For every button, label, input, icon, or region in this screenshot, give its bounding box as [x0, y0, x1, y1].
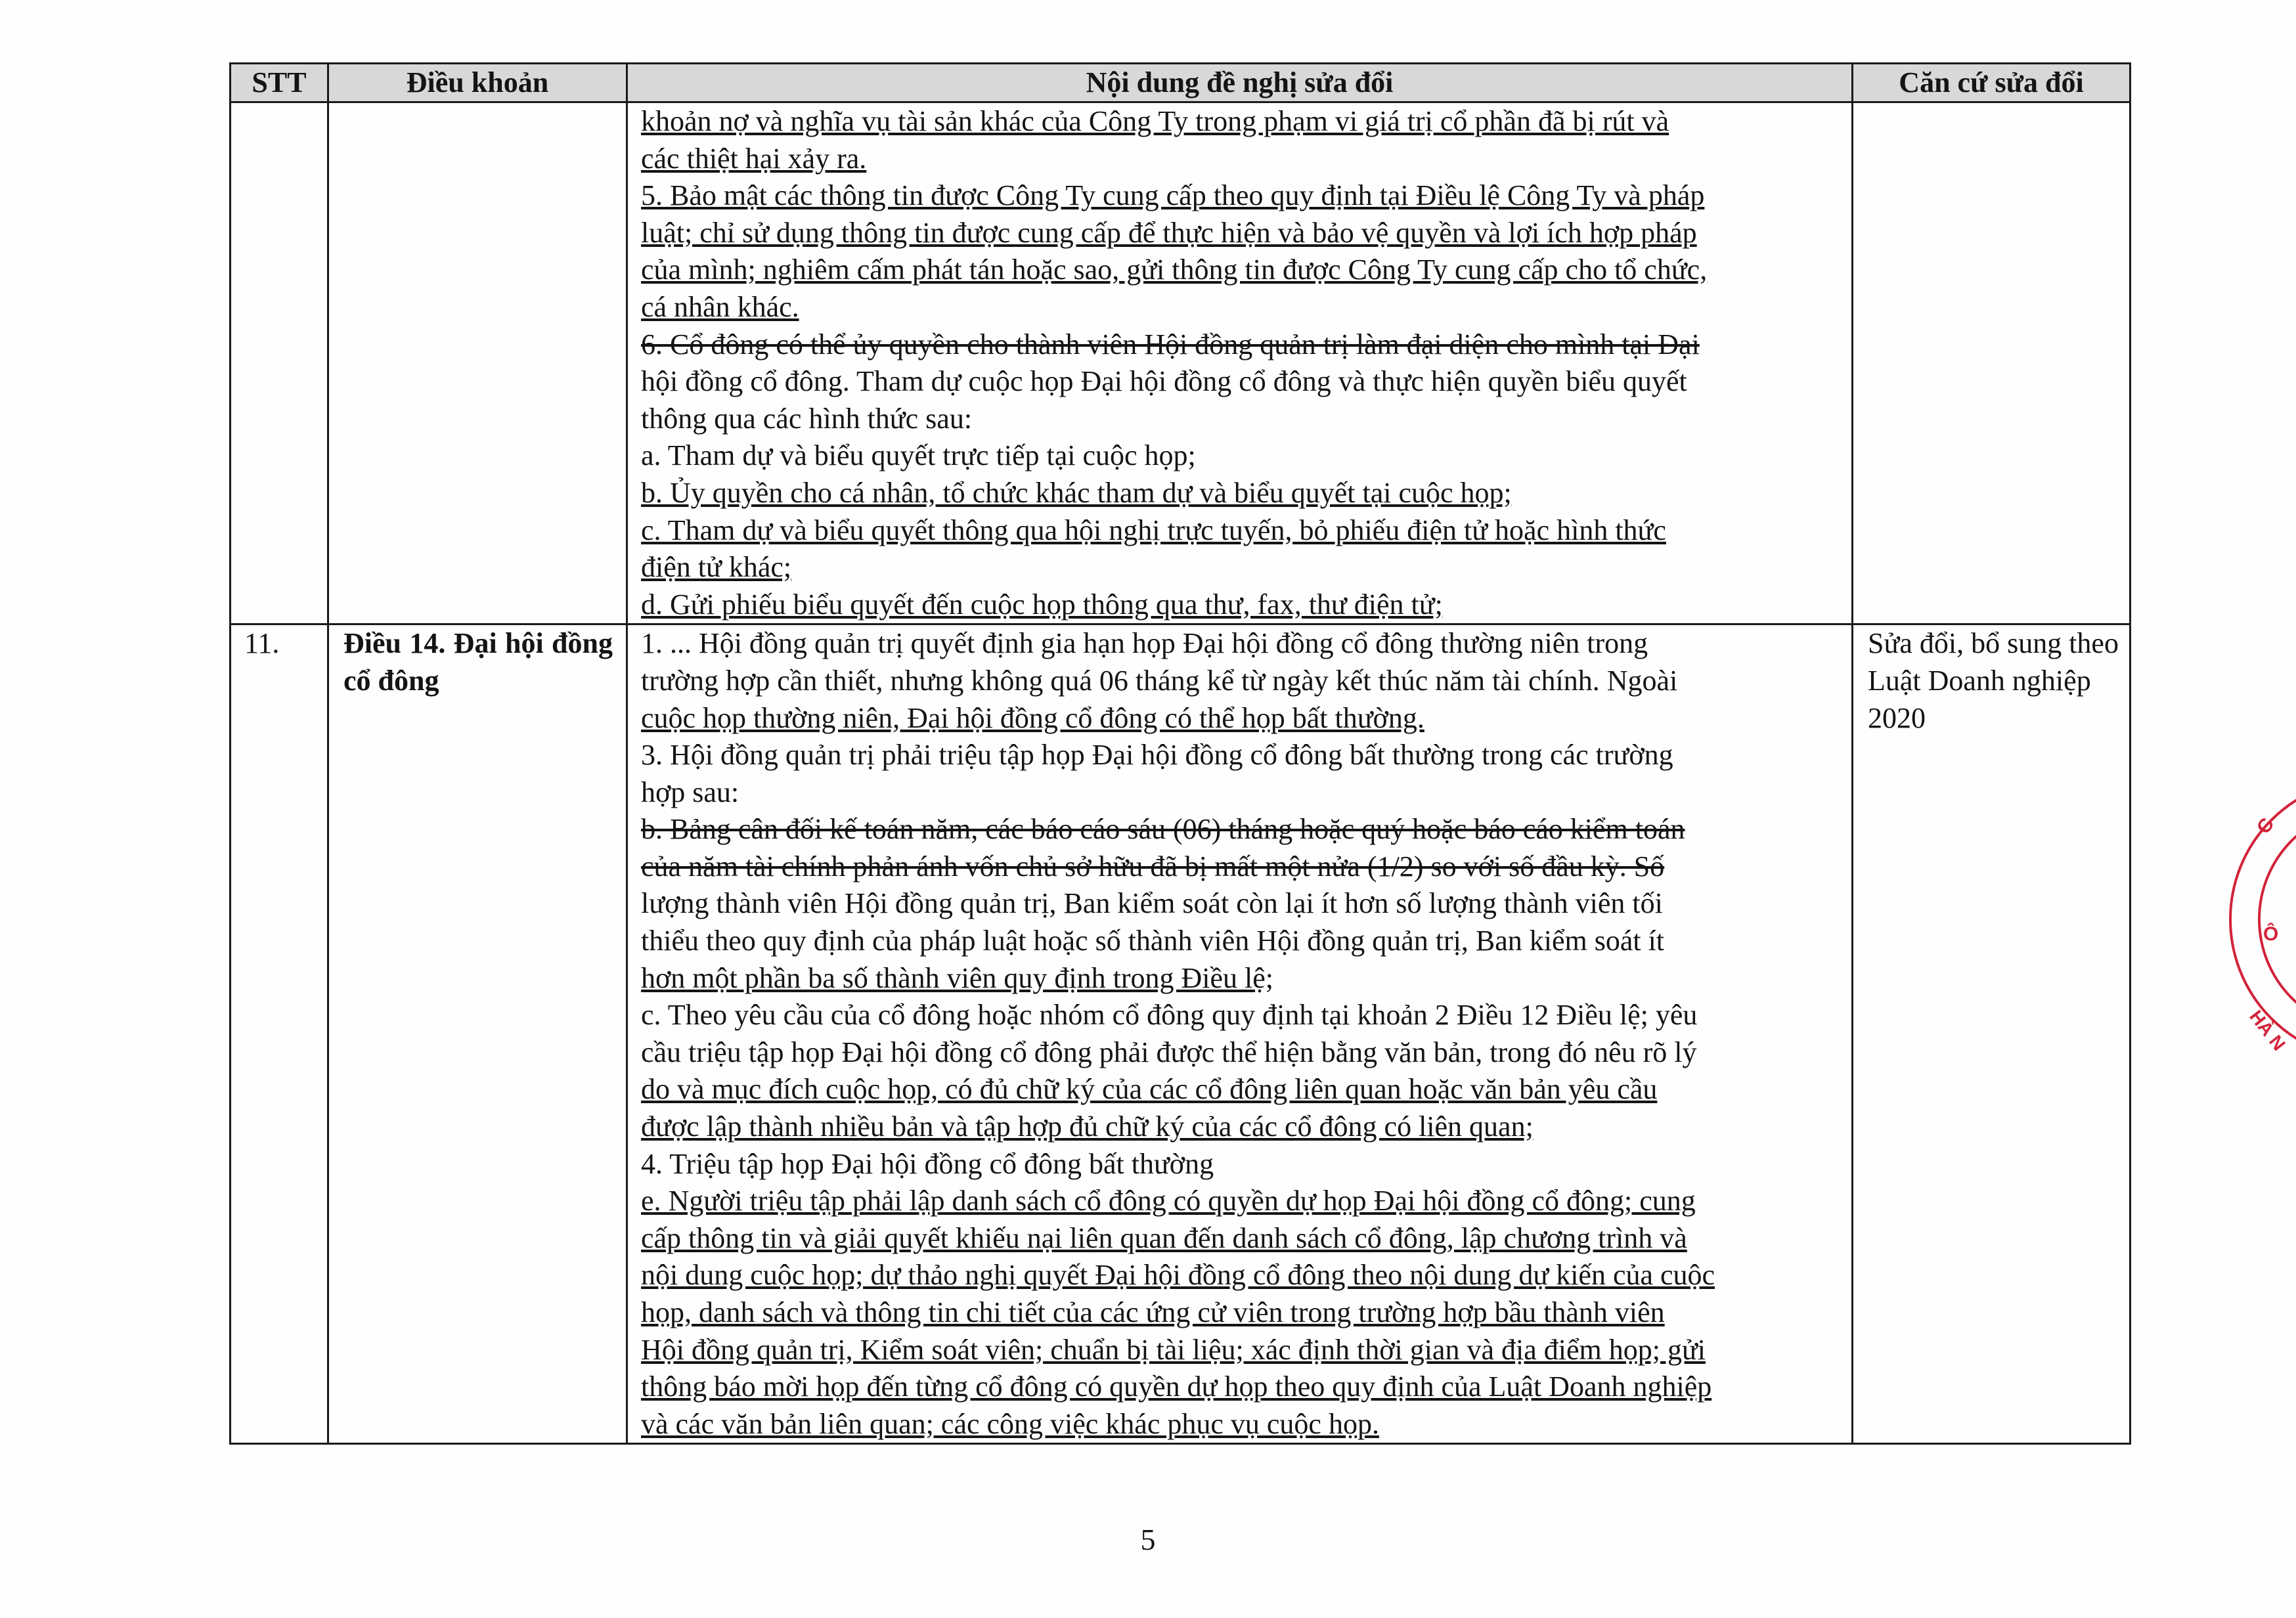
table-row [231, 624, 2130, 1444]
seal-letter-o: Ô [2263, 923, 2279, 945]
content-line: luật; chỉ sử dụng thông tin được cung cấp để thực hiện và bảo vệ quyền và lợi ích hợp pháp [641, 216, 1697, 249]
content-line: cấp thông tin và giải quyết khiếu nại liên quan đến danh sách cổ đông, lập chương trình và [641, 1221, 1687, 1254]
content-line: của mình; nghiêm cấm phát tán hoặc sao, gửi thông tin được Công Ty cung cấp cho tổ chức, [641, 253, 1708, 286]
content-line: họp, danh sách và thông tin chi tiết của các ứng cử viên trong trường hợp bầu thành viên [641, 1296, 1665, 1328]
content-line: nội dung cuộc họp; dự thảo nghị quyết Đại hội đồng cổ đông theo nội dung dự kiến của cuộc [641, 1259, 1715, 1292]
content-line: thông qua các hình thức sau: [641, 402, 973, 435]
content-line: c. Theo yêu cầu của cổ đông hoặc nhóm cổ đông quy định tại khoản 2 Điều 12 Điều lệ; yêu [641, 999, 1698, 1032]
content-line: hội đồng cổ đông. Tham dự cuộc họp Đại hội đồng cổ đông và thực hiện quyền biểu quyết [641, 365, 1687, 398]
content-line: cá nhân khác. [641, 290, 799, 323]
header-clause: Điều khoản [328, 64, 627, 102]
table-header-row [231, 64, 2130, 102]
clause-cell [328, 102, 627, 624]
content-line: c. Tham dự và biểu quyết thông qua hội nghị trực tuyến, bỏ phiếu điện tử hoặc hình thức [641, 514, 1666, 546]
table-row [231, 102, 2130, 624]
content-line: 3. Hội đồng quản trị phải triệu tập họp Đại hội đồng cổ đông bất thường trong các trường [641, 739, 1673, 772]
content-line: cầu triệu tập họp Đại hội đồng cổ đông phải được thể hiện bằng văn bản, trong đó nêu rõ lý [641, 1036, 1697, 1068]
content-line: và các văn bản liên quan; các công việc khác phục vụ cuộc họp. [641, 1407, 1379, 1440]
content-line: 5. Bảo mật các thông tin được Công Ty cung cấp theo quy định tại Điều lệ Công Ty và pháp [641, 179, 1705, 212]
company-seal [2220, 768, 2296, 1070]
header-basis: Căn cứ sửa đổi [1853, 64, 2130, 102]
content-cell [627, 102, 1853, 624]
content-line: hợp sau: [641, 776, 740, 808]
content-cell [627, 624, 1853, 1444]
content-line: b. Ủy quyền cho cá nhân, tổ chức khác tham dự và biểu quyết tại cuộc họp; [641, 476, 1512, 509]
stt-cell: 11. [231, 624, 328, 1444]
content-line: của năm tài chính phản ánh vốn chủ sở hữu đã bị mất một nửa (1/2) so với số đầu kỳ. Số [641, 850, 1665, 883]
content-line: a. Tham dự và biểu quyết trực tiếp tại cuộc họp; [641, 439, 1196, 472]
clause-cell: Điều 14. Đại hội đồng cổ đông [328, 624, 627, 1444]
content-line: 6. Cổ đông có thể ủy quyền cho thành viên Hội đồng quản trị làm đại diện cho mình tại Đại [641, 328, 1700, 361]
content-line: 1. ... Hội đồng quản trị quyết định gia hạn họp Đại hội đồng cổ đông thường niên trong [641, 627, 1648, 660]
content-line: d. Gửi phiếu biểu quyết đến cuộc họp thông qua thư, fax, thư điện tử; [641, 588, 1443, 621]
content-line: e. Người triệu tập phải lập danh sách cổ đông có quyền dự họp Đại hội đồng cổ đông; cung [641, 1185, 1696, 1217]
stt-cell [231, 102, 328, 624]
seal-letter-ha-n: HÀ N [2245, 1006, 2289, 1055]
content-line: các thiệt hại xảy ra. [641, 142, 867, 175]
content-line: hơn một phần ba số thành viên quy định trong Điều lệ; [641, 961, 1274, 994]
content-line: cuộc họp thường niên, Đại hội đồng cổ đông có thể họp bất thường. [641, 701, 1424, 734]
content-line: lượng thành viên Hội đồng quản trị, Ban kiểm soát còn lại ít hơn số lượng thành viên tối [641, 887, 1663, 920]
content-line: do và mục đích cuộc họp, có đủ chữ ký của các cổ đông liên quan hoặc văn bản yêu cầu [641, 1073, 1658, 1106]
basis-cell: Sửa đổi, bổ sung theo Luật Doanh nghiệp 2020 [1853, 624, 2130, 1444]
content-line: khoản nợ và nghĩa vụ tài sản khác của Công Ty trong phạm vi giá trị cổ phần đã bị rút và [641, 105, 1669, 137]
content-line: 4. Triệu tập họp Đại hội đồng cổ đông bất thường [641, 1147, 1214, 1180]
content-line: điện tử khác; [641, 551, 792, 584]
content-line: thông báo mời họp đến từng cổ đông có quyền dự họp theo quy định của Luật Doanh nghiệp [641, 1370, 1712, 1403]
seal-letter-c: C [2252, 814, 2279, 838]
content-line: Hội đồng quản trị, Kiểm soát viên; chuẩn bị tài liệu; xác định thời gian và địa điểm họp; gửi [641, 1333, 1706, 1366]
content-line: trường hợp cần thiết, nhưng không quá 06 tháng kể từ ngày kết thúc năm tài chính. Ngoài [641, 664, 1678, 697]
content-line: được lập thành nhiều bản và tập hợp đủ chữ ký của các cổ đông có liên quan; [641, 1110, 1534, 1143]
header-content: Nội dung đề nghị sửa đổi [627, 64, 1853, 102]
header-stt: STT [231, 64, 328, 102]
amendment-table [229, 62, 2131, 1445]
basis-cell [1853, 102, 2130, 624]
content-line: b. Bảng cân đối kế toán năm, các báo cáo sáu (06) tháng hoặc quý hoặc báo cáo kiểm toán [641, 813, 1685, 846]
page-number: 5 [1140, 1523, 1156, 1556]
content-line: thiểu theo quy định của pháp luật hoặc số thành viên Hội đồng quản trị, Ban kiểm soát ít [641, 925, 1665, 957]
seal-inner-ring [2259, 808, 2296, 1031]
